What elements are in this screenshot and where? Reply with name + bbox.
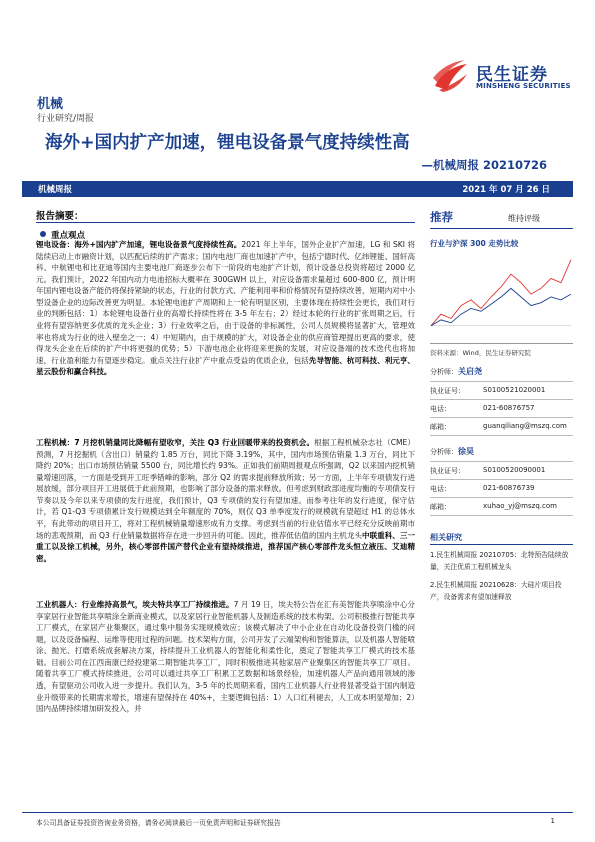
trend-chart — [428, 250, 573, 345]
report-title: 海外+国内扩产加速，锂电设备景气度持续性高 — [45, 133, 410, 153]
chart-title: 行业与沪深 300 走势比较 — [430, 239, 519, 248]
report-date: 2021 年 07 月 26 日 — [462, 185, 550, 195]
divider — [430, 461, 573, 462]
cert-label: 执业证号： — [430, 467, 465, 475]
rating-label: 推荐 — [430, 210, 453, 224]
phone-number: 021-60876757 — [483, 404, 535, 412]
chart-series-line-0 — [431, 260, 571, 326]
divider — [430, 381, 573, 382]
page-number: 1 — [550, 817, 555, 825]
bar-label: 机械周报 — [38, 185, 73, 195]
related-item[interactable]: 1.民生机械周报 20210705：北特预告陆续放量，关注优质工程机械龙头 — [430, 551, 569, 571]
paragraph-lead: 工业机器人：行业维持高景气，埃夫特共享工厂持续推进。 — [36, 600, 234, 609]
logo-text: 民生证券 — [476, 65, 548, 85]
analyst-title: 分析师： — [430, 368, 458, 376]
sector-label: 机械 — [37, 97, 64, 112]
paragraph-tail: 中联重科、三一重工以及徐工机械，另外，核心零部件国产替代企业有望持续推进，推荐国产核心零部件龙头恒立液压、艾迪精密。 — [36, 530, 415, 563]
divider — [430, 515, 573, 516]
paragraph-lithium — [36, 239, 415, 378]
divider — [36, 222, 415, 223]
key-points-label: 重点观点 — [51, 231, 86, 241]
divider — [430, 544, 573, 545]
email-link[interactable]: xuhao_yj@mszq.com — [483, 502, 557, 510]
divider — [430, 417, 573, 418]
paragraph-text: 根据工程机械杂志社（CME）预测，7 月挖掘机（含出口）销量约 1.85 万台，同比下降 3.19%，其中，国内市场预估销量 1.3 万台，同比下降约 20%；出口市场预估销量 5500 台，同比增长约 93%。正如我们前期周报观点所强调，Q2 以来国内挖机销量增速回落，一方面是受到开工旺季错峰的影响，部分 Q2 的需求提前释放所致；另一方面，上半年专项债发行进展放缓，部分项目开工进展低于此前预期，也影响了部分设备的需求释放。但考虑到财政部进度均衡的专项债发行节奏以及今年以来专项债的发行进度，我们预计，Q3 专项债的发行有望加速。而参考往年的发行进度，保守估计，若 Q1-Q3 专项债累计发行规模达到全年额度的 70%，则仅 Q3 单季度发行的规模就有望超过 H1 的总体水平，有此带动的项目开工，将对工程机械销量增速形成有力支撑。考虑到当前的行业估值水平已经充分反映前期市场的悲观预期，而 Q3 行业销量数据将存在进一步回升的可能。因此，推荐低估值的国内主机龙头 — [36, 438, 415, 540]
paragraph-lead: 锂电设备：海外+国内扩产加速，锂电设备景气度持续性高。 — [36, 240, 242, 249]
cert-number: S0100520090001 — [483, 466, 546, 474]
related-item[interactable]: 2.民生机械周报 20210628：大硅片项目投产，设备需求有望加速释放 — [430, 581, 562, 601]
email-label: 邮箱： — [430, 423, 451, 431]
chart-source: 资料来源：Wind，民生证券研究院 — [430, 349, 531, 357]
email-label: 邮箱： — [430, 503, 451, 511]
cert-label: 执业证号： — [430, 387, 465, 395]
phone-label: 电话： — [430, 405, 451, 413]
divider — [430, 399, 573, 400]
paragraph-text: 2021 年上半年，国外企业扩产加速，LG 和 SKI 将陆续启动上市融资计划，以匹配后续的扩产需求；国内电池厂商也加速扩产中，包括宁德时代、亿纬锂能、国轩高科、中航锂电和比亚迪等国内主要电池厂商逐步公布下一阶段的电池扩产计划，预计设备总投资将超过 2000 亿元。我们预计，2022 年国内动力电池招标大概率在 300GWH 以上，对应设备需求量超过 600-800 亿，预计明年国内锂电设备产能仍将保持紧缺的状态，行业的付款方式、产能利用率和价格情况有望持续改善，短期内对中小型设备企业的边际改善更为明显。本轮锂电池扩产周期和上一轮有明显区别，主要体现在持续性会更长，我们对行业的判断包括：1）本轮锂电设备行业的高增长持续性将在 3-5 年左右；2）经过本轮的行业的扩张周期之后，行业将有望容纳更多优质的龙头企业；3）行业效率之后，由于设备的非标属性，公司人员规模将显著扩大，管理效率也将成为行业的进入壁垒之一；4）中短期内，由于规模的扩大，对设备企业的供应商管理提出更高的要求，使得龙头企业在后续的扩产中将更强的优势；5）下游电池企业将迎来更换的发展，对应设备端的技术迭代也将加速，行业盈利能力有望逐步稳定。重点关注行业扩产中重点受益的优质企业，包括 — [36, 240, 415, 365]
rating-value: 维持评级 — [508, 214, 540, 223]
paragraph-text: 7 月 19 日，埃夫特公告在汇有美智能共享喷涂中心分享家居行业智能共享喷涂全新商业模式，以及家居行业智能机器人及制造系统的技术构架。公司积极推行智能共享工厂模式，在家居产业集聚区，通过集中服务实现规模效应；该模式解决了中小企业在自动化设备投资门槛的问题，以及设备编程、运维等使用过程的问题。技术架构方面，公司开发了云端架构和智能算法，以及机器人智能喷涂、抛光、打磨系统成套解决方案，持续提升工业机器人的智能化和柔性化，奠定了智能共享工厂模式的技术基础。目前公司在江西南康已经投建第二期智能共享工厂，同时积极推进其他家居产业聚集区的智能共享工厂项目。随着共享工厂模式持续推进，公司可以通过共享工厂积累工艺数据和场景经验，加速机器人产品向通用领域的渗透，有望驱动公司收入进一步提升。我们认为，3-5 年的长周期来看，国内工业机器人行业将显著受益于国内制造业升级带来的长期需求增长，增速有望保持在 40%+，主要逻辑包括：1）人口红利褪去，人工成本明显增加；2）国内品牌持续增加研发投入，并 — [36, 600, 415, 714]
divider — [430, 343, 573, 344]
analyst-name: 徐昊 — [458, 447, 474, 456]
disclaimer-note: 本公司具备证券投资咨询业务资格，请务必阅读最后一页免责声明和证券研究报告 — [36, 819, 281, 827]
phone-label: 电话： — [430, 485, 451, 493]
chart-series-line-1 — [431, 288, 571, 325]
paragraph-construction-machinery — [36, 437, 415, 564]
paragraph-tail: 先导智能、杭可科技、利元亨、星云股份和赢合科技。 — [36, 355, 415, 377]
paragraph-industrial-robot — [36, 599, 415, 715]
report-subtitle: —机械周报 20210726 — [421, 158, 547, 172]
paragraph-lead: 工程机械：7 月挖机销量同比降幅有望收窄，关注 Q3 行业回暖带来的投资机会。 — [36, 438, 315, 447]
phone-number: 021-60876739 — [483, 484, 535, 492]
bullet-icon — [40, 231, 46, 237]
logo-english-text: MINSHENG SECURITIES — [476, 82, 571, 90]
minsheng-logo-icon — [431, 56, 471, 94]
cert-number: S0100521020001 — [483, 386, 546, 394]
divider — [430, 497, 573, 498]
report-type: 行业研究/周报 — [37, 114, 95, 124]
email-link[interactable]: guanqiliang@mszq.com — [483, 422, 567, 430]
analyst-title: 分析师： — [430, 448, 458, 456]
divider — [430, 228, 573, 229]
abstract-heading: 报告摘要： — [36, 211, 84, 222]
analyst-name: 关启尧 — [458, 367, 482, 376]
footer-divider — [22, 812, 573, 813]
divider — [430, 479, 573, 480]
related-research-heading: 相关研究 — [430, 533, 462, 542]
divider — [430, 435, 573, 436]
